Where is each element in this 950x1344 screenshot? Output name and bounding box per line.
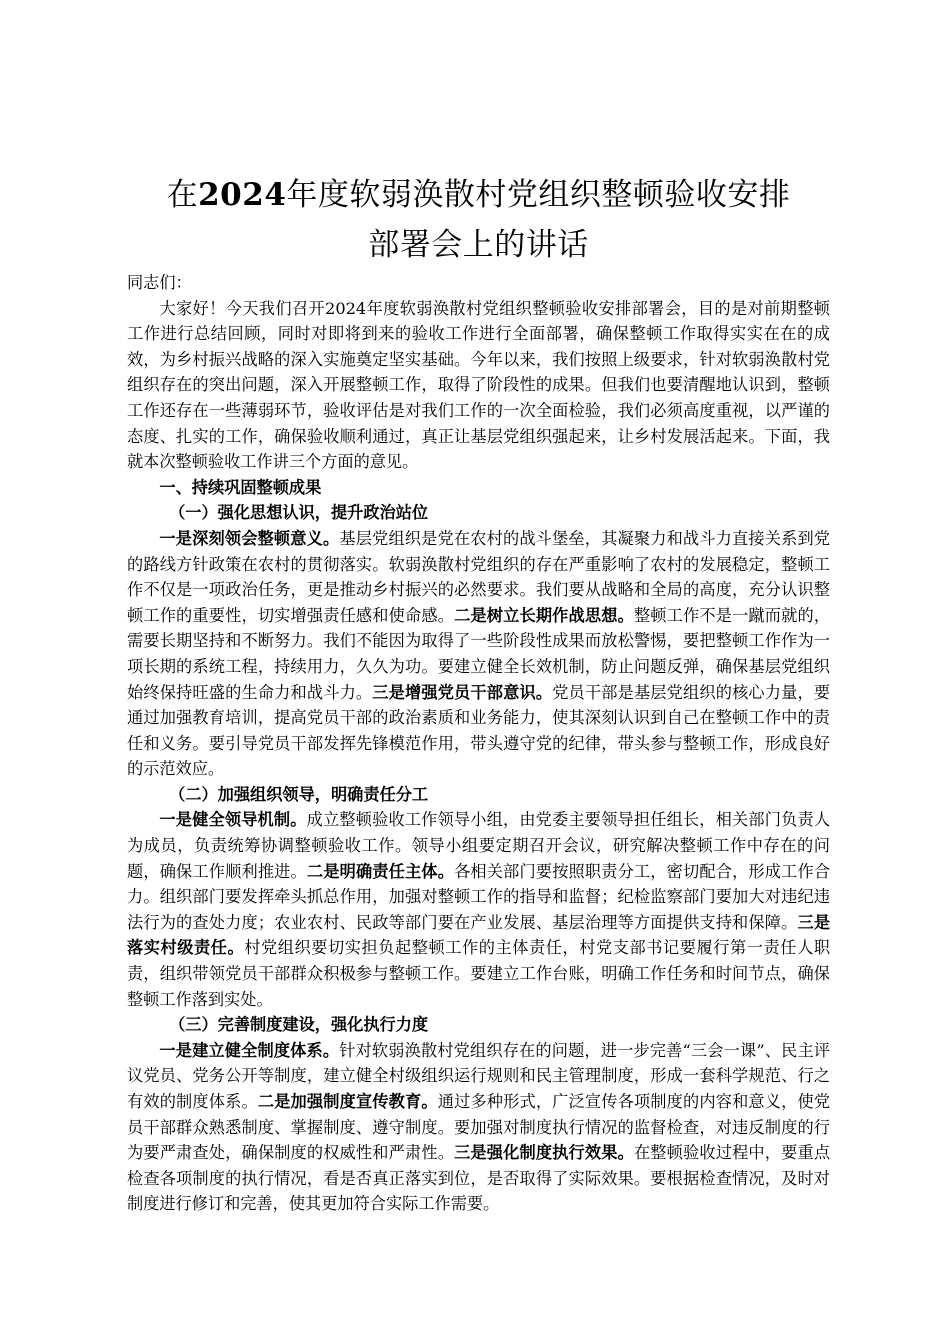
subsection-3-paragraph	[127, 1038, 830, 1217]
subsection-heading-1: （一）强化思想认识，提升政治站位	[169, 503, 429, 523]
document-page	[127, 170, 830, 1217]
point-text: 村党组织要切实担负起整顿工作的主体责任，村党支部书记要履行第一责任人职责，组织带领党员干部群众积极参与整顿工作。要建立工作台账，明确工作任务和时间节点，确保整顿工作落到实处。	[127, 938, 831, 1009]
point-text: 通过多种形式，广泛宣传各项制度的内容和意义，使党员干部群众熟悉制度、掌握制度、遵守制度。要加强对制度执行情况的监督检查，对违反制度的行为要严肃查处，确保制度的权威性和严肃性。	[127, 1092, 831, 1163]
greeting: 同志们：	[127, 273, 192, 292]
subsection-2-paragraph	[127, 807, 830, 1012]
intro-paragraph: 大家好！今天我们召开2024年度软弱涣散村党组织整顿验收安排部署会，目的是对前期整顿工作进行总结回顾，同时对即将到来的验收工作进行全面部署，确保整顿工作取得实实在在的成效，为乡村振兴战略的深入实施奠定坚实基础。今年以来，我们按照上级要求，针对软弱涣散村党组织存在的突出问题，深入开展整顿工作，取得了阶段性的成果。但我们也要清醒地认识到，整顿工作还存在一些薄弱环节，验收评估是对我们工作的一次全面检验，我们必须高度重视，以严谨的态度、扎实的工作，确保验收顺利通过，真正让基层党组织强起来，让乡村发展活起来。下面，我就本次整顿验收工作讲三个方面的意见。	[127, 298, 830, 472]
title-year: 2024	[198, 177, 287, 213]
point-text: 针对软弱涣散村党组织存在的问题，进一步完善“三会一课”、民主评议党员、党务公开等制度，建立健全村级组织运行规则和民主管理制度，形成一套科学规范、行之有效的制度体系。	[127, 1040, 830, 1111]
subsection-heading-2: （二）加强组织领导，明确责任分工	[169, 784, 429, 804]
point-heading: 一是建立健全制度体系。	[159, 1040, 340, 1060]
title-line2: 部署会上的讲话	[368, 227, 589, 263]
point-text: 党员干部是基层党组织的核心力量，要通过加强教育培训，提高党员干部的政治素质和业务能力，使其深刻认识到自己在整顿工作中的责任和义务。要引导党员干部发挥先锋模范作用，带头遵守党的纪律，带头参与整顿工作，形成良好的示范效应。	[127, 682, 831, 779]
point-text: 各相关部门要按照职责分工，密切配合，形成工作合力。组织部门要发挥牵头抓总作用，加强对整顿工作的指导和监督；纪检监察部门要加大对违纪违法行为的查处力度；农业农村、民政等部门要在产业发展、基层治理等方面提供支持和保障。	[127, 861, 831, 932]
point-heading: 二是加强制度宣传教育。	[257, 1092, 438, 1111]
point-heading: 三是增强党员干部意识。	[372, 682, 553, 702]
section-heading-1: 一、持续巩固整顿成果	[159, 477, 322, 497]
point-heading: 三是强化制度执行效果。	[454, 1143, 634, 1163]
point-heading: 二是明确责任主体。	[306, 861, 455, 881]
point-heading: 三是落实村级责任。	[127, 912, 831, 958]
point-heading: 二是树立长期作战思想。	[454, 605, 634, 625]
point-heading: 一是深刻领会整顿意义。	[159, 528, 340, 548]
point-text: 在整顿验收过程中，要重点检查各项制度的执行情况，看是否真正落实到位，是否取得了实际效果。要根据检查情况，及时对制度进行修订和完善，使其更加符合实际工作需要。	[127, 1143, 831, 1214]
title-suffix: 年度软弱涣散村党组织整顿验收安排	[286, 177, 791, 213]
point-text: 整顿工作不是一蹴而就的，需要长期坚持和不断努力。我们不能因为取得了一些阶段性成果而放松警惕，要把整顿工作作为一项长期的系统工程，持续用力，久久为功。要建立健全长效机制，防止问题反弹，确保基层党组织始终保持旺盛的生命力和战斗力。	[127, 605, 831, 702]
page-title	[127, 170, 830, 270]
subsection-heading-3: （三）完善制度建设，强化执行力度	[169, 1015, 429, 1035]
subsection-1-paragraph	[127, 526, 830, 782]
point-text: 成立整顿验收工作领导小组，由党委主要领导担任组长，相关部门负责人为成员，负责统筹协调整顿验收工作。领导小组要定期召开会议，研究解决整顿工作中存在的问题，确保工作顺利推进。	[127, 810, 831, 881]
point-heading: 一是健全领导机制。	[159, 810, 307, 830]
point-text: 基层党组织是党在农村的战斗堡垒，其凝聚力和战斗力直接关系到党的路线方针政策在农村的贯彻落实。软弱涣散村党组织的存在严重影响了农村的发展稳定，整顿工作不仅是一项政治任务，更是推动乡村振兴的必然要求。我们要从战略和全局的高度，充分认识整顿工作的重要性，切实增强责任感和使命感。	[127, 528, 831, 625]
title-prefix: 在	[166, 177, 199, 213]
